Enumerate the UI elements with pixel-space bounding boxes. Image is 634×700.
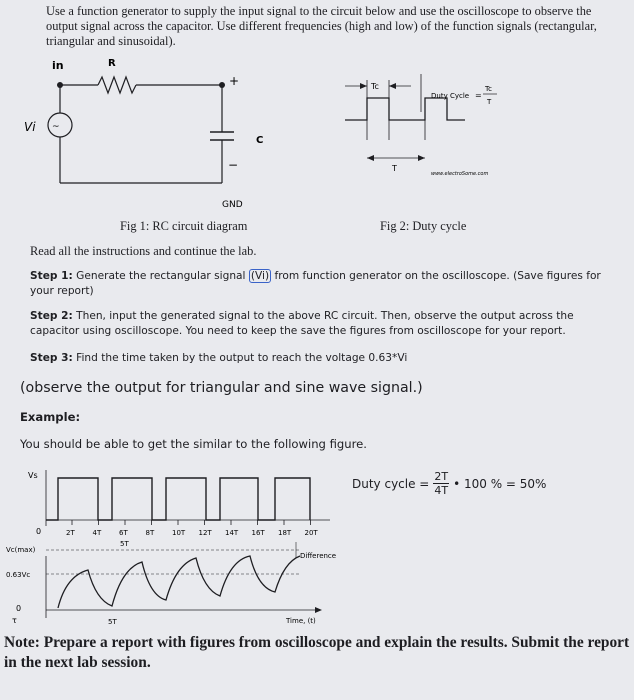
svg-text:−: − (228, 158, 239, 172)
step-1-text-a: Generate the rectangular signal (76, 270, 246, 282)
duty-fraction-num: 2T (434, 470, 449, 483)
step-3 (30, 351, 610, 366)
ground-label: GND (222, 200, 243, 210)
similar-text: You should be able to get the similar to the following figure. (20, 437, 367, 451)
fig2-caption: Fig 2: Duty cycle (380, 219, 467, 233)
step-2-label: Step 2: (30, 310, 73, 322)
v063-label: 0.63Vc (6, 571, 31, 579)
step-3-text: Find the time taken by the output to reach the voltage 0.63*Vi (76, 352, 408, 364)
tc-label: Tc (371, 82, 379, 91)
tick-label: 2T (66, 529, 75, 537)
example-label: Example: (20, 410, 81, 424)
intro-paragraph: Use a function generator to supply the input signal to the circuit below and use the oscilloscope to observe the output signal across the capacitor. Use different frequencies (high and low) of the function signals (rectangular, triangular and sinusoidal). (46, 4, 597, 48)
final-note: Note: Prepare a report with figures from oscilloscope and explain the results. Submit the report in the next lab session. (4, 634, 630, 671)
tick-labels (66, 520, 318, 537)
svg-text:=: = (475, 91, 482, 100)
duty-fraction (433, 470, 449, 497)
step-1 (30, 269, 610, 299)
tick-label: 8T (145, 529, 155, 537)
read-instructions: Read all the instructions and continue the lab. (30, 244, 257, 258)
five-t-bottom: 5T (108, 618, 117, 626)
difference-label: Difference (300, 552, 337, 560)
tau-label: τ (12, 616, 17, 625)
tick-label: 10T (172, 529, 186, 537)
duty-num: Tc (485, 85, 492, 93)
vc-max-label: Vc(max) (6, 546, 36, 554)
tick-label: 18T (278, 529, 292, 537)
square-wave (345, 98, 465, 120)
tick-label: 14T (225, 529, 239, 537)
period-label: T (392, 164, 397, 173)
tick-label: 16T (251, 529, 265, 537)
input-node-label: in (52, 59, 64, 72)
example-waveform-figure (0, 460, 360, 630)
time-axis-label: Time, (t) (286, 617, 316, 625)
square-pulse-train (46, 478, 310, 520)
step-2-text: Then, input the generated signal to the above RC circuit. Then, observe the output across the capacitor using oscilloscope. You need to keep the save the figures from oscilloscope for your report. (30, 310, 574, 337)
tick-label: 20T (304, 529, 318, 537)
svg-text:+: + (229, 74, 240, 88)
duty-den: T (487, 98, 492, 106)
tick-label: 6T (119, 529, 128, 537)
zero-bottom: 0 (16, 604, 22, 613)
zero-top: 0 (36, 527, 42, 536)
duty-formula (352, 470, 546, 497)
duty-formula-prefix: Duty cycle = (352, 476, 430, 491)
resistor-symbol (98, 77, 136, 93)
resistor-label: R (108, 58, 116, 69)
observe-note: (observe the output for triangular and sine wave signal.) (20, 380, 423, 396)
duty-cycle-diagram (325, 60, 625, 195)
capacitor-voltage-curve (58, 556, 300, 608)
step-1-label: Step 1: (30, 270, 73, 282)
step-3-label: Step 3: (30, 352, 73, 364)
tick-label: 4T (92, 529, 102, 537)
watermark: www.electroSome.com (431, 171, 489, 177)
step-1-text-b: from function generator on the oscilloscope. (Save figures for your report) (30, 270, 601, 297)
fig1-caption: Fig 1: RC circuit diagram (120, 219, 248, 233)
rc-circuit-diagram (0, 55, 320, 215)
duty-cycle-label: Duty Cycle (431, 92, 470, 100)
five-t-top: 5T (120, 540, 129, 548)
step-2 (30, 309, 610, 339)
source-label: Vi (24, 120, 36, 134)
tick-label: 12T (198, 529, 212, 537)
svg-text:~: ~ (52, 122, 60, 132)
duty-formula-suffix: • 100 % = 50% (453, 476, 547, 491)
duty-fraction-den: 4T (434, 484, 449, 497)
vs-label: Vs (28, 471, 38, 480)
vi-highlight: (Vi) (250, 270, 270, 282)
capacitor-label: C (256, 135, 264, 146)
